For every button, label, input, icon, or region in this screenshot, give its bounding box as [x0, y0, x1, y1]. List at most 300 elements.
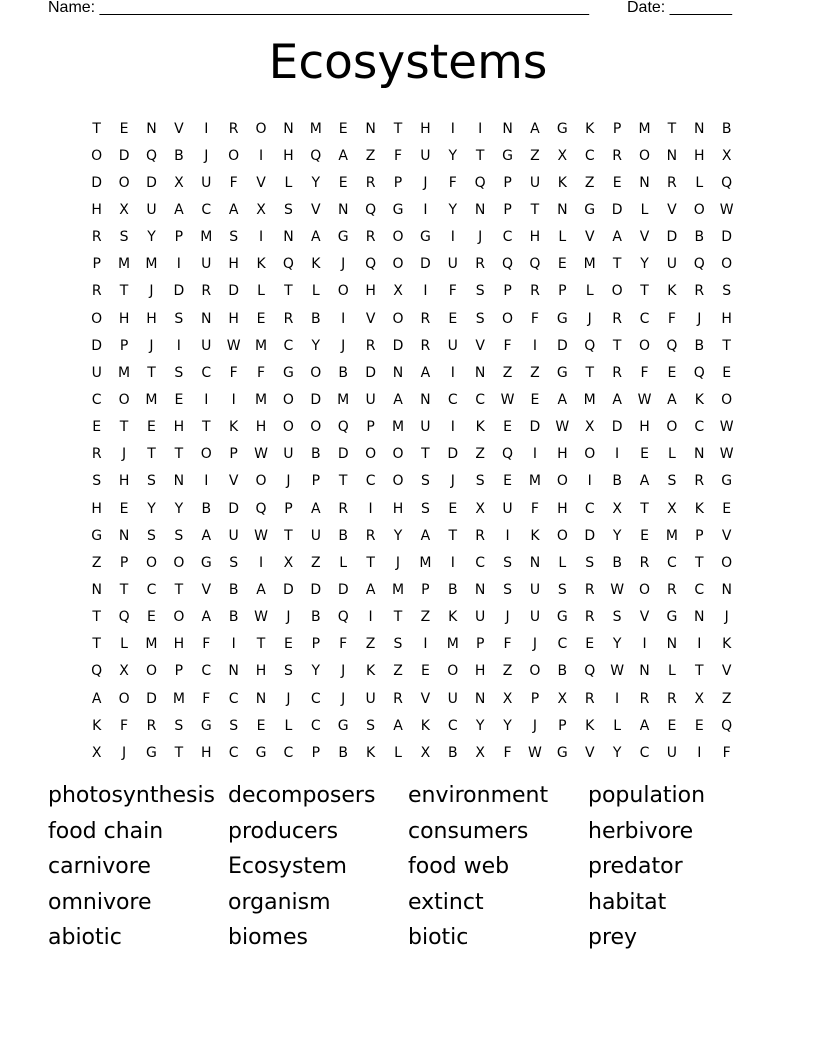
grid-letter: Y [311, 663, 321, 680]
grid-letter: D [611, 419, 623, 436]
grid-letter: A [557, 391, 568, 408]
grid-letter: X [502, 690, 513, 707]
word-bank-item: biotic [408, 925, 469, 951]
grid-letter: R [338, 500, 349, 517]
grid-letter: O [337, 283, 349, 300]
grid-letter: O [91, 310, 103, 327]
grid-letter: S [147, 527, 156, 544]
grid-letter: R [201, 283, 212, 300]
grid-letter: H [694, 147, 705, 164]
grid-letter: C [228, 690, 239, 707]
grid-letter: F [229, 364, 238, 381]
grid-letter: U [666, 256, 678, 273]
grid-letter: Q [721, 174, 733, 191]
grid-letter: I [532, 337, 538, 354]
grid-letter: L [339, 554, 348, 571]
grid-letter: L [613, 717, 622, 734]
grid-letter: Z [530, 364, 540, 381]
grid-letter: B [721, 120, 732, 137]
letter-grid [83, 115, 743, 766]
grid-letter: V [667, 201, 677, 218]
grid-letter: Z [502, 364, 513, 381]
grid-letter: E [530, 391, 540, 408]
grid-letter: B [338, 527, 349, 544]
grid-letter: Y [174, 500, 184, 517]
grid-letter: V [365, 310, 376, 327]
grid-letter: N [173, 473, 185, 490]
grid-letter: O [638, 337, 651, 354]
grid-letter: D [556, 337, 568, 354]
grid-letter: I [450, 120, 455, 137]
grid-row [83, 522, 743, 549]
grid-letter: R [694, 283, 705, 300]
grid-letter: I [505, 527, 510, 544]
grid-letter: J [450, 473, 455, 490]
grid-letter: N [694, 446, 705, 463]
grid-letter: M [583, 391, 596, 408]
grid-letter: J [587, 310, 592, 327]
grid-letter: Y [640, 256, 649, 273]
grid-letter: H [228, 310, 239, 327]
grid-letter: H [91, 201, 102, 218]
grid-letter: P [311, 744, 321, 761]
grid-letter: Q [365, 201, 377, 218]
grid-letter: P [229, 446, 238, 463]
grid-letter: Z [475, 446, 485, 463]
grid-letter: Q [91, 663, 103, 680]
grid-row [83, 495, 743, 522]
grid-letter: W [637, 391, 652, 408]
grid-letter: R [612, 310, 622, 327]
grid-letter: H [255, 663, 267, 680]
grid-letter: M [145, 256, 158, 273]
grid-letter: N [721, 581, 732, 598]
grid-letter: M [419, 554, 432, 571]
grid-letter: H [283, 147, 294, 164]
grid-letter: B [228, 581, 239, 598]
grid-letter: I [450, 554, 455, 571]
grid-letter: A [256, 581, 266, 598]
grid-letter: L [667, 663, 676, 680]
grid-letter: P [503, 174, 512, 191]
grid-letter: D [146, 690, 157, 707]
grid-letter: P [311, 636, 321, 653]
grid-letter: I [423, 636, 428, 653]
grid-letter: S [174, 527, 184, 544]
grid-letter: G [556, 744, 568, 761]
grid-letter: M [528, 473, 541, 490]
grid-row [83, 576, 743, 603]
word-bank-item: producers [228, 818, 339, 844]
grid-letter: K [311, 256, 321, 273]
grid-letter: P [503, 201, 512, 218]
grid-letter: S [174, 364, 184, 381]
grid-letter: L [120, 636, 128, 653]
grid-letter: T [640, 500, 649, 517]
grid-letter: C [447, 717, 458, 734]
grid-letter: R [667, 174, 677, 191]
grid-letter: U [146, 201, 157, 218]
grid-letter: D [173, 283, 185, 300]
grid-letter: O [721, 391, 733, 408]
grid-letter: V [174, 120, 184, 137]
grid-letter: Y [612, 744, 622, 761]
grid-letter: Y [503, 717, 512, 734]
grid-letter: D [283, 581, 294, 598]
grid-letter: G [556, 120, 568, 137]
grid-letter: T [284, 283, 293, 300]
grid-letter: I [697, 636, 702, 653]
grid-letter: R [584, 609, 595, 626]
grid-letter: I [204, 391, 209, 408]
grid-letter: N [420, 391, 431, 408]
grid-letter: O [118, 174, 130, 191]
grid-letter: P [366, 419, 375, 436]
grid-letter: P [530, 690, 540, 707]
word-bank-item: carnivore [48, 854, 151, 880]
grid-letter: C [667, 554, 677, 571]
grid-letter: Q [584, 663, 596, 680]
grid-letter: O [173, 609, 185, 626]
grid-letter: K [229, 419, 239, 436]
grid-letter: U [201, 174, 212, 191]
grid-letter: Y [311, 337, 321, 354]
grid-letter: U [447, 337, 458, 354]
grid-letter: Q [666, 337, 678, 354]
grid-letter: S [420, 473, 430, 490]
grid-letter: H [173, 419, 185, 436]
grid-row [83, 631, 743, 658]
grid-letter: D [228, 283, 240, 300]
grid-letter: G [200, 554, 212, 571]
grid-letter: J [122, 446, 127, 463]
grid-letter: C [475, 554, 486, 571]
grid-letter: O [392, 256, 404, 273]
grid-letter: Q [721, 717, 733, 734]
grid-letter: I [615, 446, 620, 463]
grid-letter: U [529, 174, 541, 191]
grid-letter: S [722, 283, 732, 300]
grid-letter: D [91, 337, 103, 354]
grid-letter: D [228, 500, 240, 517]
grid-letter: T [119, 283, 129, 300]
grid-letter: G [419, 229, 431, 246]
grid-letter: W [528, 744, 542, 761]
grid-letter: G [556, 609, 568, 626]
name-line: Name: _______________________________________________________ [48, 0, 589, 16]
grid-letter: M [665, 527, 678, 544]
grid-letter: T [448, 527, 458, 544]
grid-letter: P [558, 717, 567, 734]
grid-letter: U [420, 419, 431, 436]
grid-letter: K [475, 419, 485, 436]
grid-letter: U [365, 391, 376, 408]
word-bank-item: decomposers [228, 783, 376, 808]
grid-letter: X [91, 744, 102, 761]
grid-letter: D [721, 229, 733, 246]
grid-letter: S [147, 473, 156, 490]
grid-letter: C [584, 147, 595, 164]
grid-letter: F [257, 364, 266, 381]
grid-letter: X [557, 690, 568, 707]
word-bank-item: Ecosystem [228, 854, 347, 880]
grid-letter: Z [721, 690, 732, 707]
grid-letter: J [149, 283, 154, 300]
grid-letter: V [201, 581, 212, 598]
grid-letter: P [119, 337, 129, 354]
grid-letter: P [695, 527, 704, 544]
grid-letter: F [448, 283, 457, 300]
grid-letter: R [393, 690, 403, 707]
grid-letter: O [173, 554, 185, 571]
grid-letter: I [258, 147, 264, 164]
grid-letter: N [392, 364, 404, 381]
grid-letter: I [258, 229, 264, 246]
grid-letter: R [91, 283, 102, 300]
grid-letter: M [172, 690, 185, 707]
name-date-header [48, 0, 748, 19]
grid-letter: Z [393, 663, 403, 680]
grid-letter: A [393, 391, 403, 408]
grid-letter: J [341, 256, 346, 273]
grid-letter: I [423, 201, 428, 218]
grid-letter: K [585, 120, 595, 137]
grid-letter: H [392, 500, 404, 517]
word-bank-item: photosynthesis [48, 783, 216, 808]
grid-letter: N [283, 229, 294, 246]
grid-letter: T [174, 446, 184, 463]
grid-letter: N [694, 120, 705, 137]
grid-row [83, 441, 743, 468]
grid-letter: E [256, 310, 266, 327]
grid-letter: Q [502, 446, 514, 463]
grid-letter: A [530, 120, 540, 137]
word-bank-item: herbivore [588, 818, 694, 844]
grid-letter: R [667, 690, 677, 707]
grid-letter: A [393, 717, 403, 734]
grid-letter: V [639, 609, 650, 626]
grid-letter: C [475, 391, 486, 408]
grid-letter: S [119, 229, 129, 246]
grid-letter: U [447, 256, 458, 273]
grid-letter: B [447, 581, 458, 598]
grid-letter: N [529, 554, 541, 571]
grid-letter: V [256, 174, 266, 191]
grid-letter: O [392, 229, 404, 246]
grid-letter: I [615, 690, 620, 707]
word-bank-item: organism [228, 889, 331, 915]
grid-letter: L [640, 201, 649, 218]
word-bank-item: population [588, 783, 706, 808]
grid-letter: C [639, 310, 650, 327]
grid-letter: X [557, 147, 568, 164]
word-bank-item: environment [408, 783, 549, 808]
grid-letter: E [147, 609, 156, 626]
grid-letter: W [226, 337, 241, 354]
grid-row [83, 224, 743, 251]
grid-letter: R [694, 473, 705, 490]
grid-letter: T [147, 446, 156, 463]
grid-letter: X [393, 283, 403, 300]
grid-letter: O [145, 663, 157, 680]
grid-letter: I [450, 364, 455, 381]
grid-letter: Q [693, 364, 705, 381]
grid-letter: Y [612, 527, 622, 544]
grid-letter: E [503, 473, 512, 490]
grid-letter: K [722, 636, 732, 653]
grid-letter: L [558, 229, 567, 246]
grid-letter: U [310, 527, 321, 544]
grid-letter: P [174, 229, 184, 246]
grid-letter: J [724, 609, 729, 626]
grid-letter: X [612, 500, 622, 517]
grid-letter: D [310, 581, 322, 598]
grid-letter: D [392, 337, 404, 354]
grid-letter: R [667, 581, 677, 598]
grid-letter: G [584, 201, 596, 218]
grid-letter: W [254, 609, 268, 626]
grid-letter: I [204, 120, 209, 137]
grid-letter: R [365, 229, 376, 246]
word-bank-item: extinct [408, 889, 484, 915]
grid-letter: X [420, 744, 431, 761]
grid-letter: Z [420, 609, 431, 626]
grid-letter: A [201, 609, 212, 626]
grid-letter: I [176, 256, 181, 273]
grid-letter: R [420, 337, 431, 354]
grid-letter: H [365, 283, 376, 300]
grid-letter: E [722, 364, 732, 381]
grid-letter: P [174, 663, 184, 680]
grid-letter: A [639, 473, 650, 490]
grid-letter: P [558, 283, 567, 300]
grid-letter: C [228, 744, 239, 761]
grid-letter: F [503, 337, 512, 354]
grid-letter: U [283, 446, 294, 463]
grid-letter: J [478, 229, 483, 246]
grid-letter: O [721, 256, 733, 273]
grid-row [83, 658, 743, 685]
grid-letter: B [311, 446, 321, 463]
grid-letter: J [286, 473, 291, 490]
grid-letter: T [92, 609, 101, 626]
grid-letter: E [284, 636, 293, 653]
grid-letter: Y [448, 147, 458, 164]
grid-letter: I [532, 446, 538, 463]
grid-letter: G [666, 609, 678, 626]
grid-letter: S [174, 717, 184, 734]
grid-letter: K [694, 391, 704, 408]
grid-letter: L [284, 717, 293, 734]
grid-letter: C [310, 717, 321, 734]
grid-letter: E [640, 446, 649, 463]
grid-letter: U [447, 690, 458, 707]
grid-letter: R [475, 527, 486, 544]
grid-letter: I [642, 636, 647, 653]
grid-letter: C [201, 364, 212, 381]
grid-letter: Q [365, 256, 377, 273]
grid-letter: B [557, 663, 568, 680]
grid-row [83, 712, 743, 739]
grid-letter: T [475, 147, 485, 164]
grid-letter: W [254, 446, 268, 463]
grid-letter: L [585, 283, 594, 300]
grid-letter: Q [474, 174, 486, 191]
grid-letter: S [667, 473, 677, 490]
grid-letter: H [91, 500, 102, 517]
grid-letter: T [612, 337, 622, 354]
grid-letter: G [392, 201, 404, 218]
grid-letter: V [639, 229, 650, 246]
grid-letter: F [202, 690, 211, 707]
word-bank-item: food chain [48, 818, 164, 844]
grid-letter: C [447, 391, 458, 408]
grid-letter: G [91, 527, 103, 544]
grid-letter: N [639, 663, 650, 680]
grid-letter: C [502, 229, 513, 246]
grid-letter: H [146, 310, 157, 327]
word-bank-item: abiotic [48, 925, 122, 951]
grid-letter: S [283, 663, 293, 680]
grid-letter: I [423, 283, 428, 300]
grid-letter: S [557, 581, 567, 598]
grid-letter: E [147, 419, 156, 436]
grid-letter: A [639, 717, 650, 734]
grid-letter: N [474, 364, 486, 381]
grid-letter: T [147, 364, 156, 381]
grid-letter: R [365, 337, 376, 354]
word-bank-item: habitat [588, 889, 667, 915]
grid-letter: O [282, 419, 294, 436]
grid-letter: K [694, 500, 704, 517]
grid-letter: O [693, 201, 705, 218]
grid-letter: A [311, 500, 321, 517]
grid-letter: U [529, 609, 541, 626]
grid-letter: R [91, 229, 102, 246]
grid-letter: B [694, 337, 705, 354]
grid-letter: M [145, 636, 158, 653]
grid-letter: D [365, 364, 376, 381]
grid-letter: R [639, 690, 650, 707]
grid-letter: B [447, 744, 458, 761]
grid-row [83, 359, 743, 386]
grid-letter: D [611, 201, 623, 218]
grid-letter: I [368, 609, 373, 626]
grid-letter: T [530, 201, 540, 218]
grid-letter: X [119, 201, 129, 218]
grid-letter: A [201, 527, 212, 544]
grid-letter: U [228, 527, 239, 544]
grid-letter: O [529, 663, 541, 680]
grid-letter: B [311, 609, 321, 626]
grid-letter: C [365, 473, 376, 490]
grid-letter: S [475, 473, 485, 490]
grid-letter: B [201, 500, 212, 517]
grid-letter: H [557, 500, 568, 517]
grid-letter: N [694, 609, 705, 626]
grid-letter: O [638, 581, 651, 598]
grid-letter: I [231, 636, 236, 653]
grid-letter: Q [502, 256, 514, 273]
grid-letter: F [229, 174, 238, 191]
grid-letter: U [201, 337, 212, 354]
grid-letter: C [694, 419, 705, 436]
grid-letter: E [174, 391, 184, 408]
grid-letter: B [612, 473, 622, 490]
grid-letter: O [91, 147, 103, 164]
grid-letter: H [228, 256, 239, 273]
grid-letter: Y [612, 636, 622, 653]
